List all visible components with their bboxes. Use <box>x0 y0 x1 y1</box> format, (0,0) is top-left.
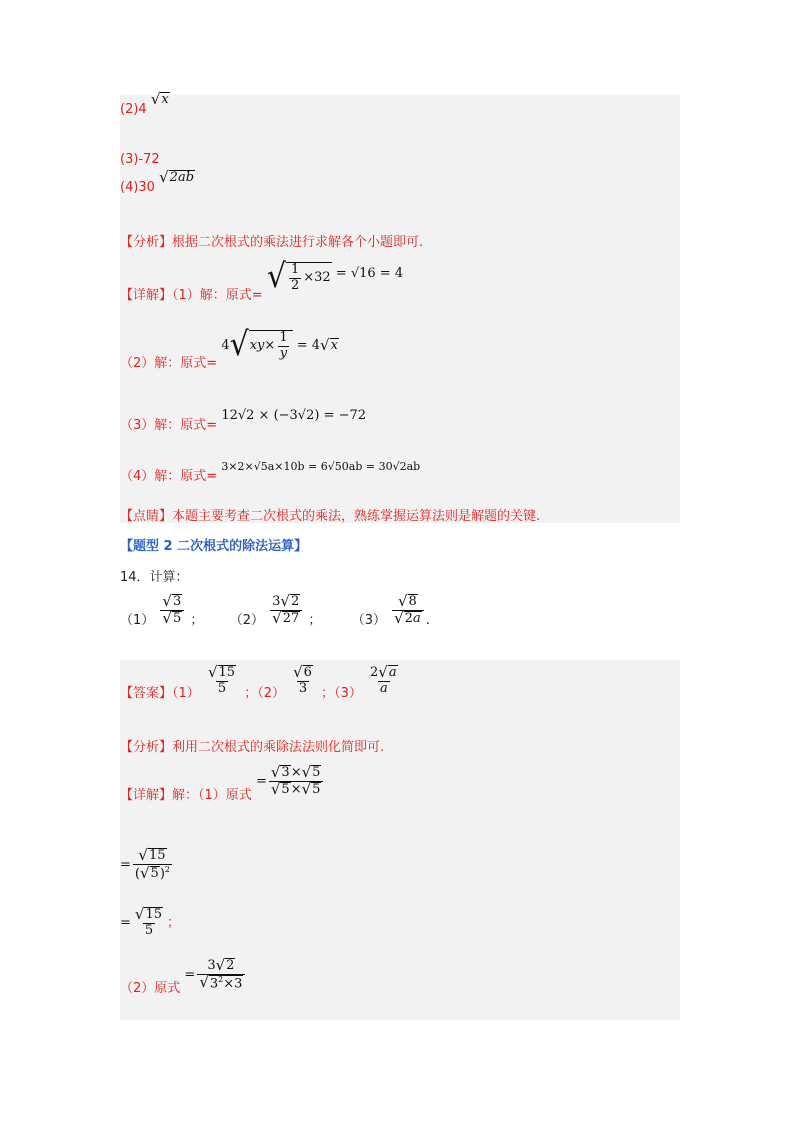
answer-label: 【答案】 <box>120 685 173 701</box>
q14-fraction-2: 3 √ 2 √ 27 <box>270 594 302 627</box>
detail-14-step-1: 【详解】解：（1）原式 = √ 3 × √ 5 √ 5 × √ 5 <box>120 765 325 798</box>
detail-1-line-4 <box>120 455 421 484</box>
answer-2 <box>120 90 170 118</box>
detail-1-line-3 <box>120 404 367 433</box>
answer-14-fraction-1: √ 15 5 <box>207 663 236 697</box>
comment-1 <box>120 505 540 524</box>
analysis-14 <box>120 736 384 755</box>
analysis-label: 【分析】 <box>120 235 173 250</box>
section-title: 【题型 2 二次根式的除法运算】 <box>120 539 308 554</box>
detail-14-part2-label: （2）原式 <box>120 981 181 997</box>
detail-label: 【详解】 <box>120 288 173 304</box>
detail-14-fraction-3: √ 15 5 <box>134 905 163 939</box>
answer-2-label: (2)4 <box>120 102 147 118</box>
detail-1-part1-result: = √16 = 4 <box>335 266 404 282</box>
answer-3: (3)-72 <box>120 152 160 167</box>
detail-1-line-2 <box>120 325 339 372</box>
analysis-1 <box>120 231 423 250</box>
detail-14-step-2: = √ 15 ( √ 5 )$^2$ <box>120 846 170 883</box>
detail-1-part3-label: （3）解：原式= <box>120 418 218 433</box>
comment-label: 【点睛】 <box>120 509 173 524</box>
analysis-text: 根据二次根式的乘法进行求解各个小题即可. <box>172 235 424 250</box>
detail-1-part1-label: （1）解：原式= <box>172 288 263 304</box>
answer-14-fraction-2: √ 6 3 <box>293 663 312 697</box>
analysis-14-text: 利用二次根式的乘除法法则化简即可. <box>172 740 385 755</box>
question-14-stem: 14．计算： <box>120 570 189 585</box>
detail-1-part4-label: （4）解：原式= <box>120 469 218 484</box>
detail-14-fraction-1: √ 3 × √ 5 √ 5 × √ 5 <box>269 765 324 798</box>
detail-14-label: 【详解】 <box>120 788 173 804</box>
answer-4 <box>120 168 195 196</box>
answer-4-radical: √ 2ab <box>159 168 195 186</box>
detail-14-fraction-4: 3 √ 2 √ $3^2\times 3$ <box>197 958 245 992</box>
answer-14-fraction-3: 2 √ a a <box>370 663 397 697</box>
answer-14: 【答案】（1） √ 15 5 ；（2） √ 6 3 ；（3） 2 √ a a <box>120 665 402 697</box>
answer-2-radical: √ x <box>150 90 169 108</box>
detail-14-fraction-2: √ 15 ( √ 5 )$^2$ <box>134 846 170 883</box>
question-14-parts: （1） √ 3 √ 5 ； （2） 3 √ 2 √ 27 ； （3） √ 8 √ 2a . <box>120 592 430 629</box>
answer-4-label: (4)30 <box>120 180 155 196</box>
detail-14-step-3: = √ 15 5 ； <box>120 905 181 939</box>
q14-fraction-1: √ 3 √ 5 <box>160 594 184 627</box>
detail-1-part2-label: （2）解：原式= <box>120 356 218 372</box>
detail-1-line-1 <box>120 257 404 304</box>
detail-1-part4-math: 3×2×√5a×10b = 6√50ab = 30√2ab <box>221 460 421 473</box>
detail-14-part-2: （2）原式 = 3 √ 2 √ $3^2\times 3$ <box>120 958 247 992</box>
analysis-14-label: 【分析】 <box>120 740 173 755</box>
detail-1-part2-math: 4 √ xy × $\frac{1}{y}$ = 4 √ x <box>221 325 338 364</box>
q14-fraction-3: √ 8 √ 2a <box>392 594 424 627</box>
detail-1-part3-math: 12√2 × (−3√2) = −72 <box>221 408 367 423</box>
comment-text: 本题主要考查二次根式的乘法，熟练掌握运算法则是解题的关键. <box>172 509 541 524</box>
detail-1-part1-math: √ $\frac{1}{2}$ ×32 <box>266 257 331 296</box>
